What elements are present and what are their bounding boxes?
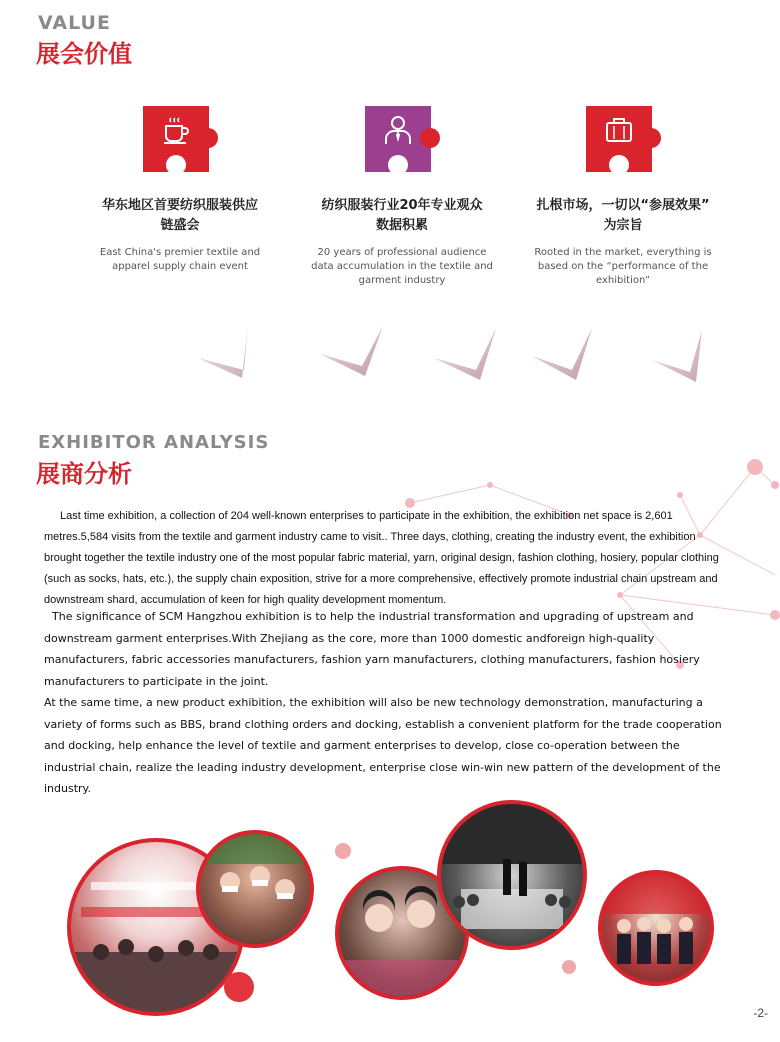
puzzle-badge — [130, 100, 230, 178]
card-title-zh: 纺织服装行业20年专业观众 数据积累 — [321, 198, 483, 233]
page-number: -2- — [753, 1006, 768, 1020]
coffee-cup-icon — [160, 114, 192, 146]
businessman-icon — [382, 114, 414, 146]
card-desc-en: 20 years of professional audience data accumulation in the textile and garment industry — [311, 247, 493, 286]
card-title-zh: 扎根市场，一切以“参展效果” 为宗旨 — [536, 198, 710, 233]
puzzle-badge — [573, 100, 673, 178]
decorative-chevrons — [190, 318, 710, 393]
value-card-1 — [75, 100, 285, 274]
exhibitor-title-en: EXHIBITOR ANALYSIS — [38, 432, 270, 453]
exhibitor-paragraph-1: Last time exhibition, a collection of 204 well-known enterprises to participate in the exhibition, the exhibition net space is 2,601 metres.5,584 visits from the textile and garment industry came to visit.. Three days, clothing, creating the industry event, the exhibition brought together the textile industry one of the most popular fabric material, yarn, original design, fashion clothing, hosiery, popular clothing (such as socks, hats, etc.), the supply chain exposition, strive for a more comprehensive, effectively promote industrial chain upstream and downstream shard, accumulation of keen for high quality development momentum. — [44, 510, 719, 606]
fashion-show-photo — [437, 800, 587, 950]
visitors-crowd-photo — [196, 830, 314, 948]
value-card-3 — [518, 100, 728, 288]
card-desc-en: East China's premier textile and apparel supply chain event — [99, 247, 261, 272]
decorative-dot — [335, 843, 351, 859]
puzzle-badge — [352, 100, 452, 178]
exhibitor-paragraph-2: The significance of SCM Hangzhou exhibition is to help the industrial transformation and upgrading of upstream and downstream garment enterprises.With Zhejiang as the core, more than 1000 domestic andforeign high-quality manufacturers, fabric accessories manufacturers, fashion yarn manufacturers, clothing manufacturers, fashion hosiery manufacturers to participate in the joint. — [44, 610, 700, 688]
award-ceremony-photo — [598, 870, 714, 986]
exhibitor-title-zh: 展商分析 — [36, 460, 132, 488]
value-title-en: VALUE — [38, 12, 111, 34]
decorative-dot — [562, 960, 576, 974]
card-title-zh: 华东地区首要纺织服装供应 链盛会 — [101, 198, 258, 233]
decorative-dot — [224, 972, 254, 1002]
value-card-2 — [297, 100, 507, 288]
value-title-zh: 展会价值 — [36, 40, 132, 68]
briefcase-icon — [603, 114, 635, 146]
exhibitor-paragraph-3: At the same time, a new product exhibition, the exhibition will also be new technology demonstration, manufacturing a variety of forms such as BBS, brand clothing orders and docking, establish a convenient platform for the trade cooperation and docking, help enhance the level of textile and garment enterprises to develop, close co-operation between the industrial chain, realize the leading industry development, enterprise close win-win new pattern of the development of the industry. — [44, 696, 722, 795]
card-desc-en: Rooted in the market, everything is based on the “performance of the exhibition” — [534, 247, 712, 286]
